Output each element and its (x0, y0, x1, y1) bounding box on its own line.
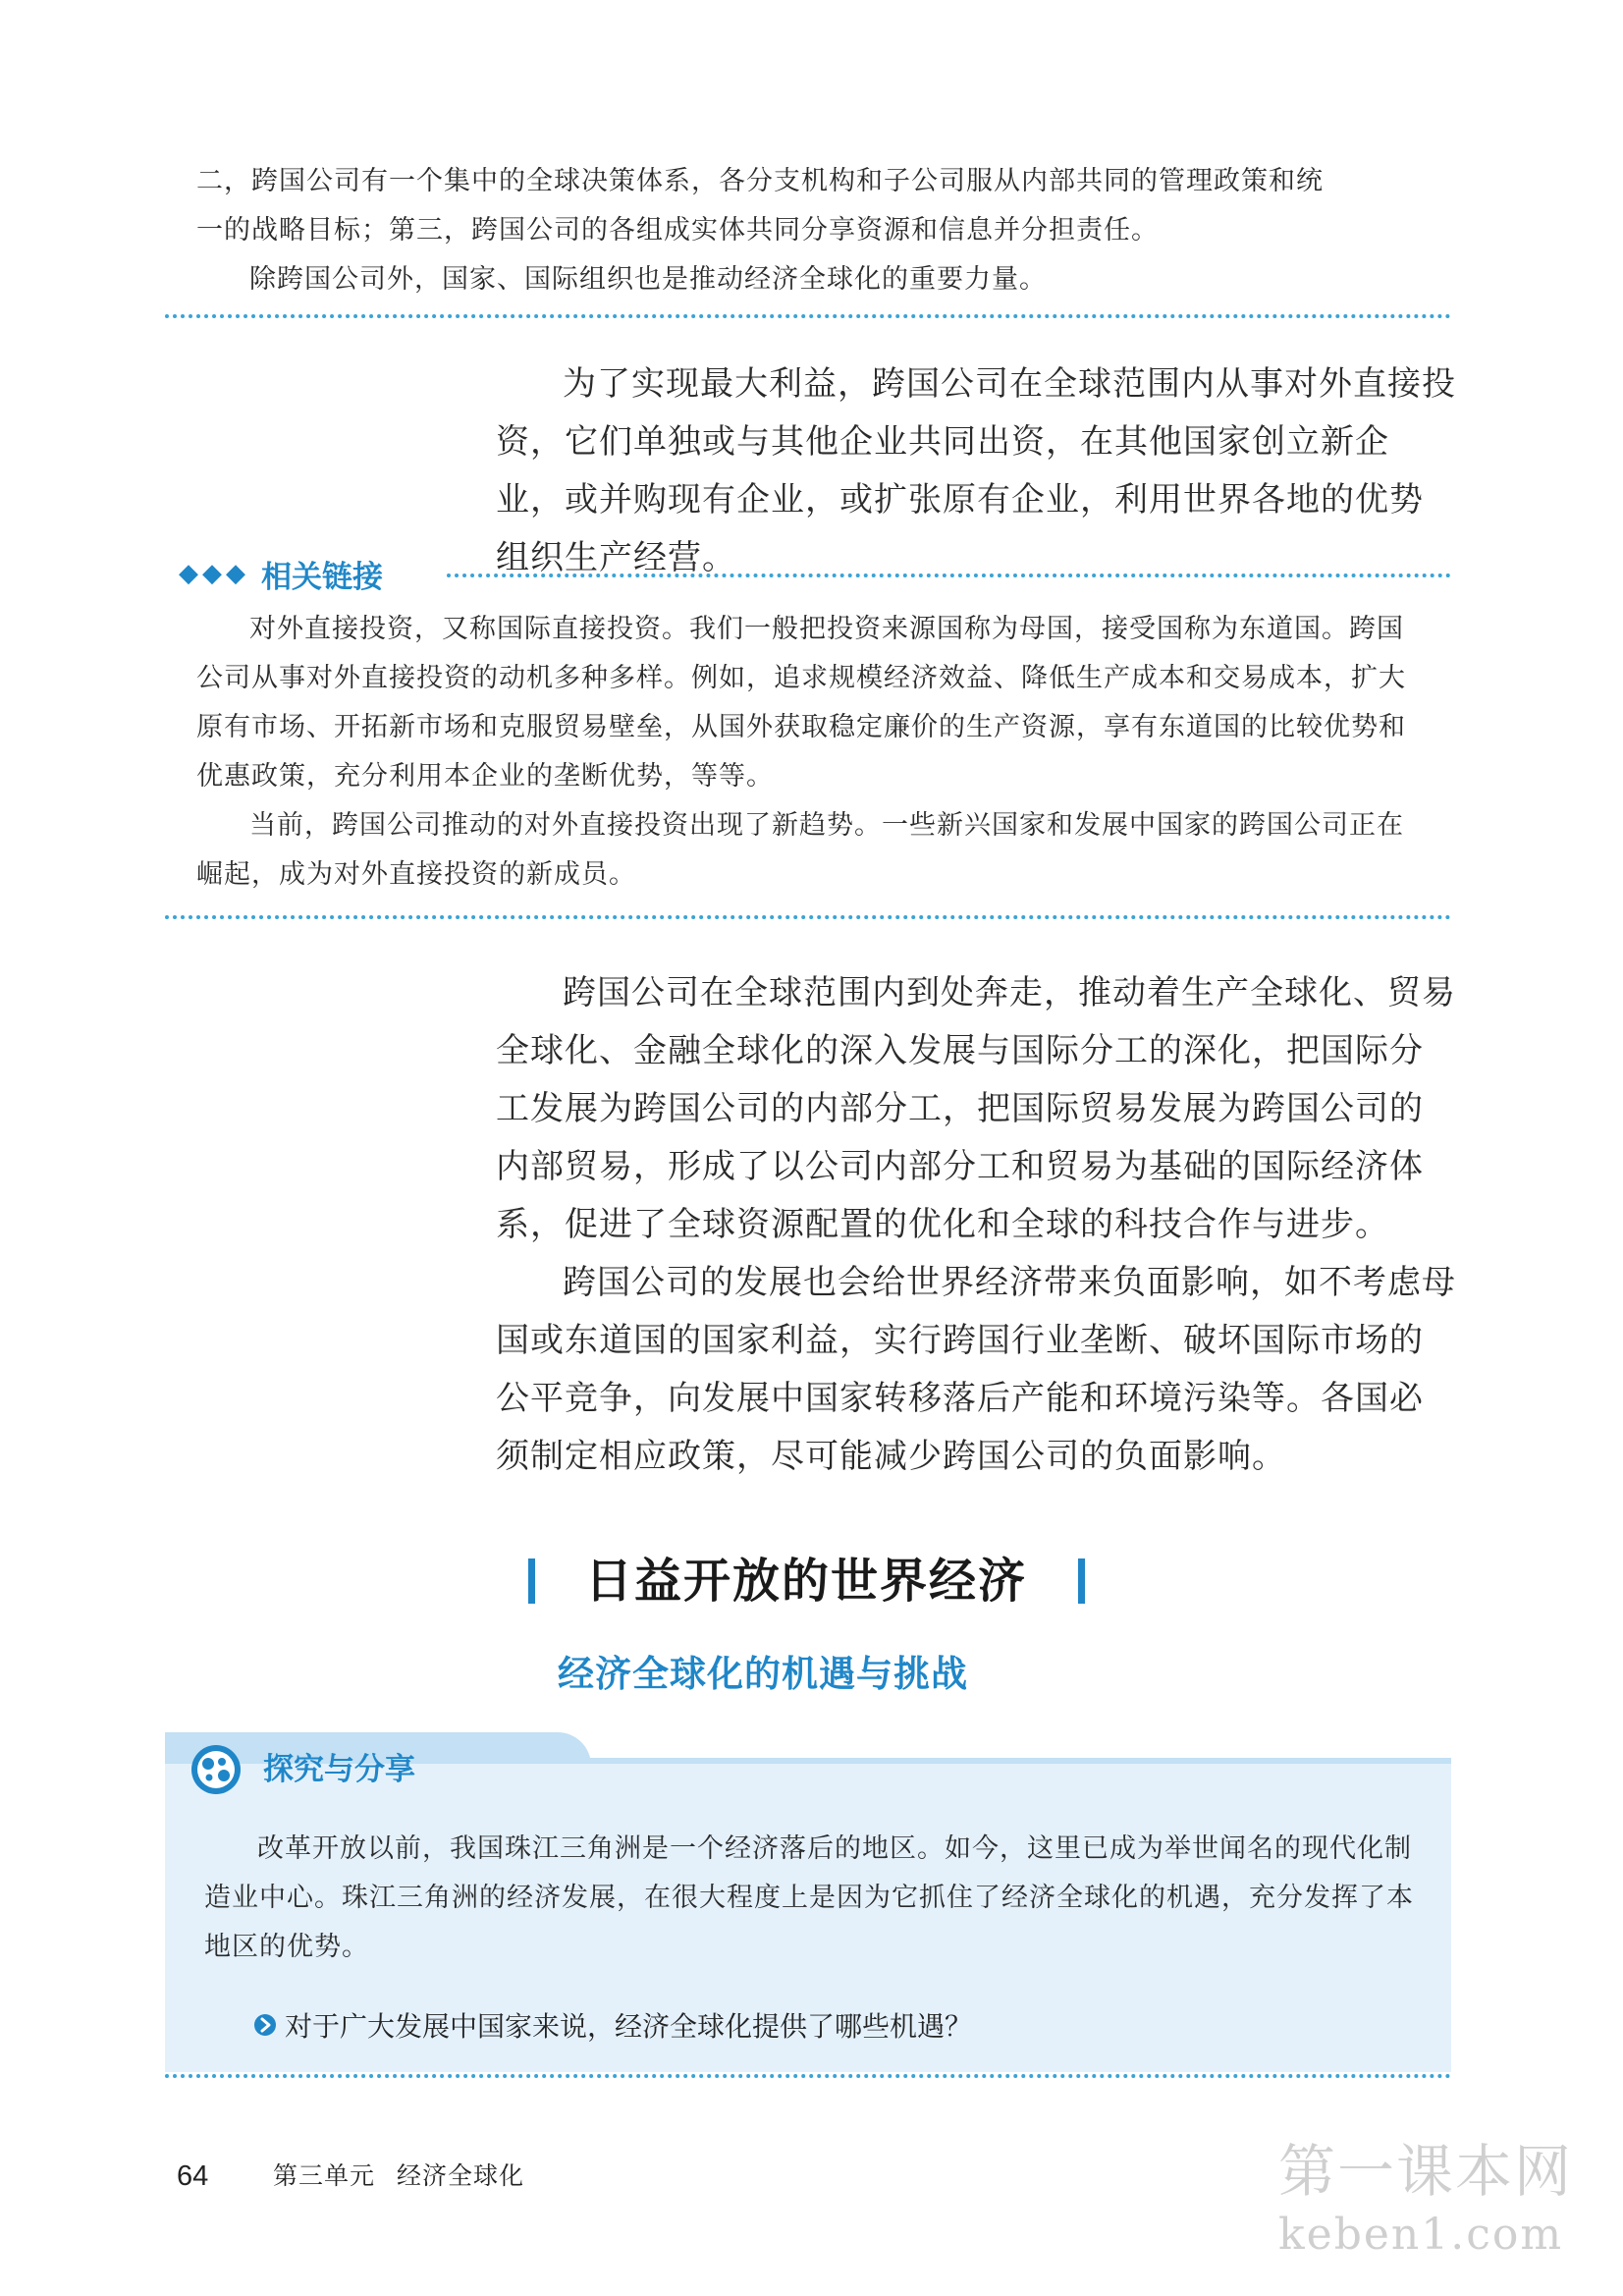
section-title: 日益开放的世界经济 (585, 1554, 1028, 1609)
explore-paragraph: 改革开放以前，我国珠江三角洲是一个经济落后的地区。如今，这里已成为举世闻名的现代化制造业中心。珠江三角洲的经济发展，在很大程度上是因为它抓住了经济全球化的机遇，充分发挥了本地区的优势。 (204, 1833, 1414, 1962)
footer-unit-title: 经济全球化 (397, 2161, 525, 2190)
main-paragraph-1: 为了实现最大利益，跨国公司在全球范围内从事对外直接投资，它们单独或与其他企业共同出资，在其他国家创立新企业，或并购现有企业，或扩张原有企业，利用世界各地的优势组织生产经营。 (496, 364, 1456, 577)
dotted-divider-3 (165, 915, 1451, 919)
related-link-para-2: 当前，跨国公司推动的对外直接投资出现了新趋势。一些新兴国家和发展中国家的跨国公司正在崛起，成为对外直接投资的新成员。 (196, 810, 1404, 890)
dotted-divider-1 (165, 314, 1451, 318)
footer-unit: 第三单元 (273, 2161, 376, 2190)
title-bar-left (528, 1558, 535, 1604)
main-paragraph-2: 跨国公司在全球范围内到处奔走，推动着生产全球化、贸易全球化、金融全球化的深入发展与国际分工的深化，把国际分工发展为跨国公司的内部分工，把国际贸易发展为跨国公司的内部贸易，形成了以公司内部分工和贸易为基础的国际经济体系，促进了全球资源配置的优化和全球的科技合作与进步。 (496, 973, 1456, 1244)
intro-line-1: 二，跨国公司有一个集中的全球决策体系，各分支机构和子公司服从内部共同的管理政策和统 (196, 166, 1324, 196)
explore-question (253, 2005, 972, 2045)
related-link-header (179, 552, 383, 595)
watermark-text: 第一课本网 (1278, 2138, 1574, 2205)
diamond-icons: ◆◆◆ (179, 559, 249, 588)
title-bar-right (1078, 1558, 1085, 1604)
watermark-url: keben1.com (1278, 2210, 1564, 2260)
main-body (496, 964, 1456, 1486)
dotted-divider-4 (165, 2074, 1451, 2078)
intro-line-3: 除跨国公司外，国家、国际组织也是推动经济全球化的重要力量。 (249, 264, 1047, 295)
explore-icon (189, 1742, 243, 1797)
intro-line-2: 一的战略目标；第三，跨国公司的各组成实体共同分享资源和信息并分担责任。 (196, 215, 1159, 246)
intro-text (196, 157, 1473, 304)
question-text: 对于广大发展中国家来说，经济全球化提供了哪些机遇？ (285, 2010, 973, 2043)
related-link-body (196, 605, 1424, 900)
page-number: 64 (177, 2160, 209, 2192)
dotted-divider-2 (447, 574, 1451, 577)
related-link-title: 相关链接 (261, 559, 383, 595)
subsection-title: 经济全球化的机遇与挑战 (558, 1653, 968, 1695)
explore-title: 探究与分享 (263, 1752, 415, 1787)
main-paragraph-3: 跨国公司的发展也会给世界经济带来负面影响，如不考虑母国或东道国的国家利益，实行跨国行业垄断、破坏国际市场的公平竞争，向发展中国家转移落后产能和环境污染等。各国必须制定相应政策，尽可能减少跨国公司的负面影响。 (496, 1263, 1456, 1476)
play-arrow-icon (253, 2013, 277, 2037)
related-link-para-1: 对外直接投资，又称国际直接投资。我们一般把投资来源国称为母国，接受国称为东道国。跨国公司从事对外直接投资的动机多种多样。例如，追求规模经济效益、降低生产成本和交易成本，扩大原有市场、开拓新市场和克服贸易壁垒，从国外获取稳定廉价的生产资源，享有东道国的比较优势和优惠政策，充分利用本企业的垄断优势，等等。 (196, 614, 1406, 792)
